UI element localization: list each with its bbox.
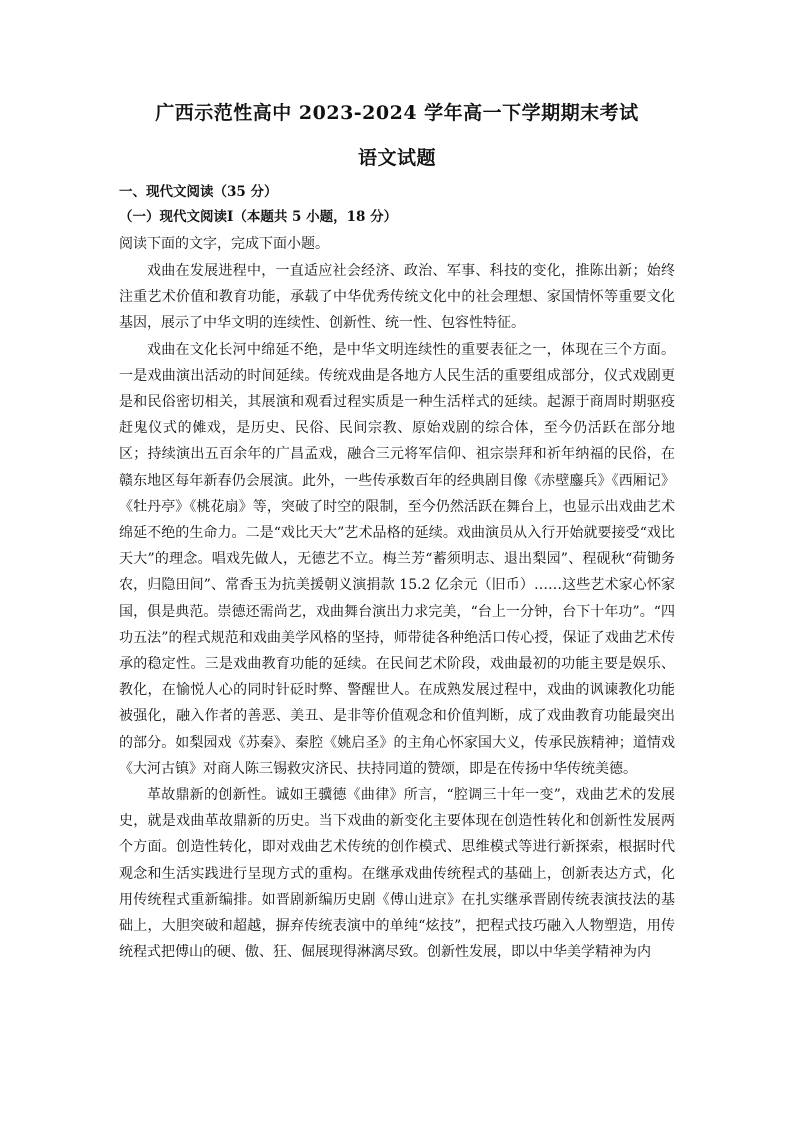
passage-paragraph-1: 戏曲在发展进程中，一直适应社会经济、政治、军事、科技的变化，推陈出新；始终注重艺术价值和教育功能，承载了中华优秀传统文化中的社会理想、家国情怀等重要文化基因，展示了中华文明的连续性、创新性、统一性、包容性特征。	[119, 263, 675, 332]
exam-subtitle: 语文试题	[357, 147, 436, 169]
passage-paragraph-3: 革故鼎新的创新性。诚如王骥德《曲律》所言，“腔调三十年一变”，戏曲艺术的发展史，就是戏曲革故鼎新的历史。当下戏曲的新变化主要体现在创造性转化和创新性发展两个方面。创造性转化，即对戏曲艺术传统的创作模式、思维模式等进行新探索，根据时代观念和生活实践进行呈现方式的重构。在继承戏曲传统程式的基础上，创新表达方式，化用传统程式重新编排。如晋剧新编历史剧《傅山进京》在扎实继承晋剧传统表演技法的基础上，大胆突破和超越，摒弃传统表演中的单纯“炫技”，把程式技巧融入人物塑造，用传统程式把傅山的硬、傲、狂、倔展现得淋漓尽致。创新性发展，即以中华美学精神为内	[119, 787, 675, 961]
passage-paragraph-2: 戏曲在文化长河中绵延不绝，是中华文明连续性的重要表征之一，体现在三个方面。一是戏曲演出活动的时间延续。传统戏曲是各地方人民生活的重要组成部分，仪式戏剧更是和民俗密切相关，其展演和观看过程实质是一种生活样式的延续。起源于商周时期驱疫赶鬼仪式的傩戏，是历史、民俗、民间宗教、原始戏剧的综合体，至今仍活跃在部分地区；持续演出五百余年的广昌孟戏，融合三元将军信仰、祖宗崇拜和祈年纳福的民俗，在赣东地区每年新春仍会展演。此外，一些传承数百年的经典剧目像《赤壁鏖兵》《西厢记》《牡丹亭》《桃花扇》等，突破了时空的限制，至今仍然活跃在舞台上，也显示出戏曲艺术绵延不绝的生命力。二是“戏比天大”艺术品格的延续。戏曲演员从入行开始就要接受“戏比天大”的理念。唱戏先做人，无德艺不立。梅兰芳“蓄须明志、退出梨园”、程砚秋“荷锄务农，归隐田间”、常香玉为抗美援朝义演捐款 15.2 亿余元（旧币）……这些艺术家心怀家国，俱是典范。崇德还需尚艺，戏曲舞台演出力求完美，“台上一分钟，台下十年功”。“四功五法”的程式规范和戏曲美学风格的坚持，师带徒各种绝活口传心授，保证了戏曲艺术传承的稳定性。三是戏曲教育功能的延续。在民间艺术阶段，戏曲最初的功能主要是娱乐、教化，在愉悦人心的同时针砭时弊、警醒世人。在成熟发展过程中，戏曲的讽谏教化功能被强化，融入作者的善恶、美丑、是非等价值观念和价值判断，成了戏曲教育功能最突出的部分。如梨园戏《苏秦》、秦腔《姚启圣》的主角心怀家国大义，传承民族精神；道情戏《大河古镇》对商人陈三锡救灾济民、扶持同道的赞颂，即是在传扬中华传统美德。	[119, 341, 675, 777]
exam-title: 广西示范性高中 2023-2024 学年高一下学期期末考试	[155, 102, 639, 124]
reading-passage	[119, 258, 675, 965]
section-heading: 一、现代文阅读（35 分）	[119, 184, 278, 200]
section-subheading: （一）现代文阅读Ⅰ（本题共 5 小题，18 分）	[119, 209, 398, 225]
reading-instruction: 阅读下面的文字，完成下面小题。	[119, 236, 329, 252]
